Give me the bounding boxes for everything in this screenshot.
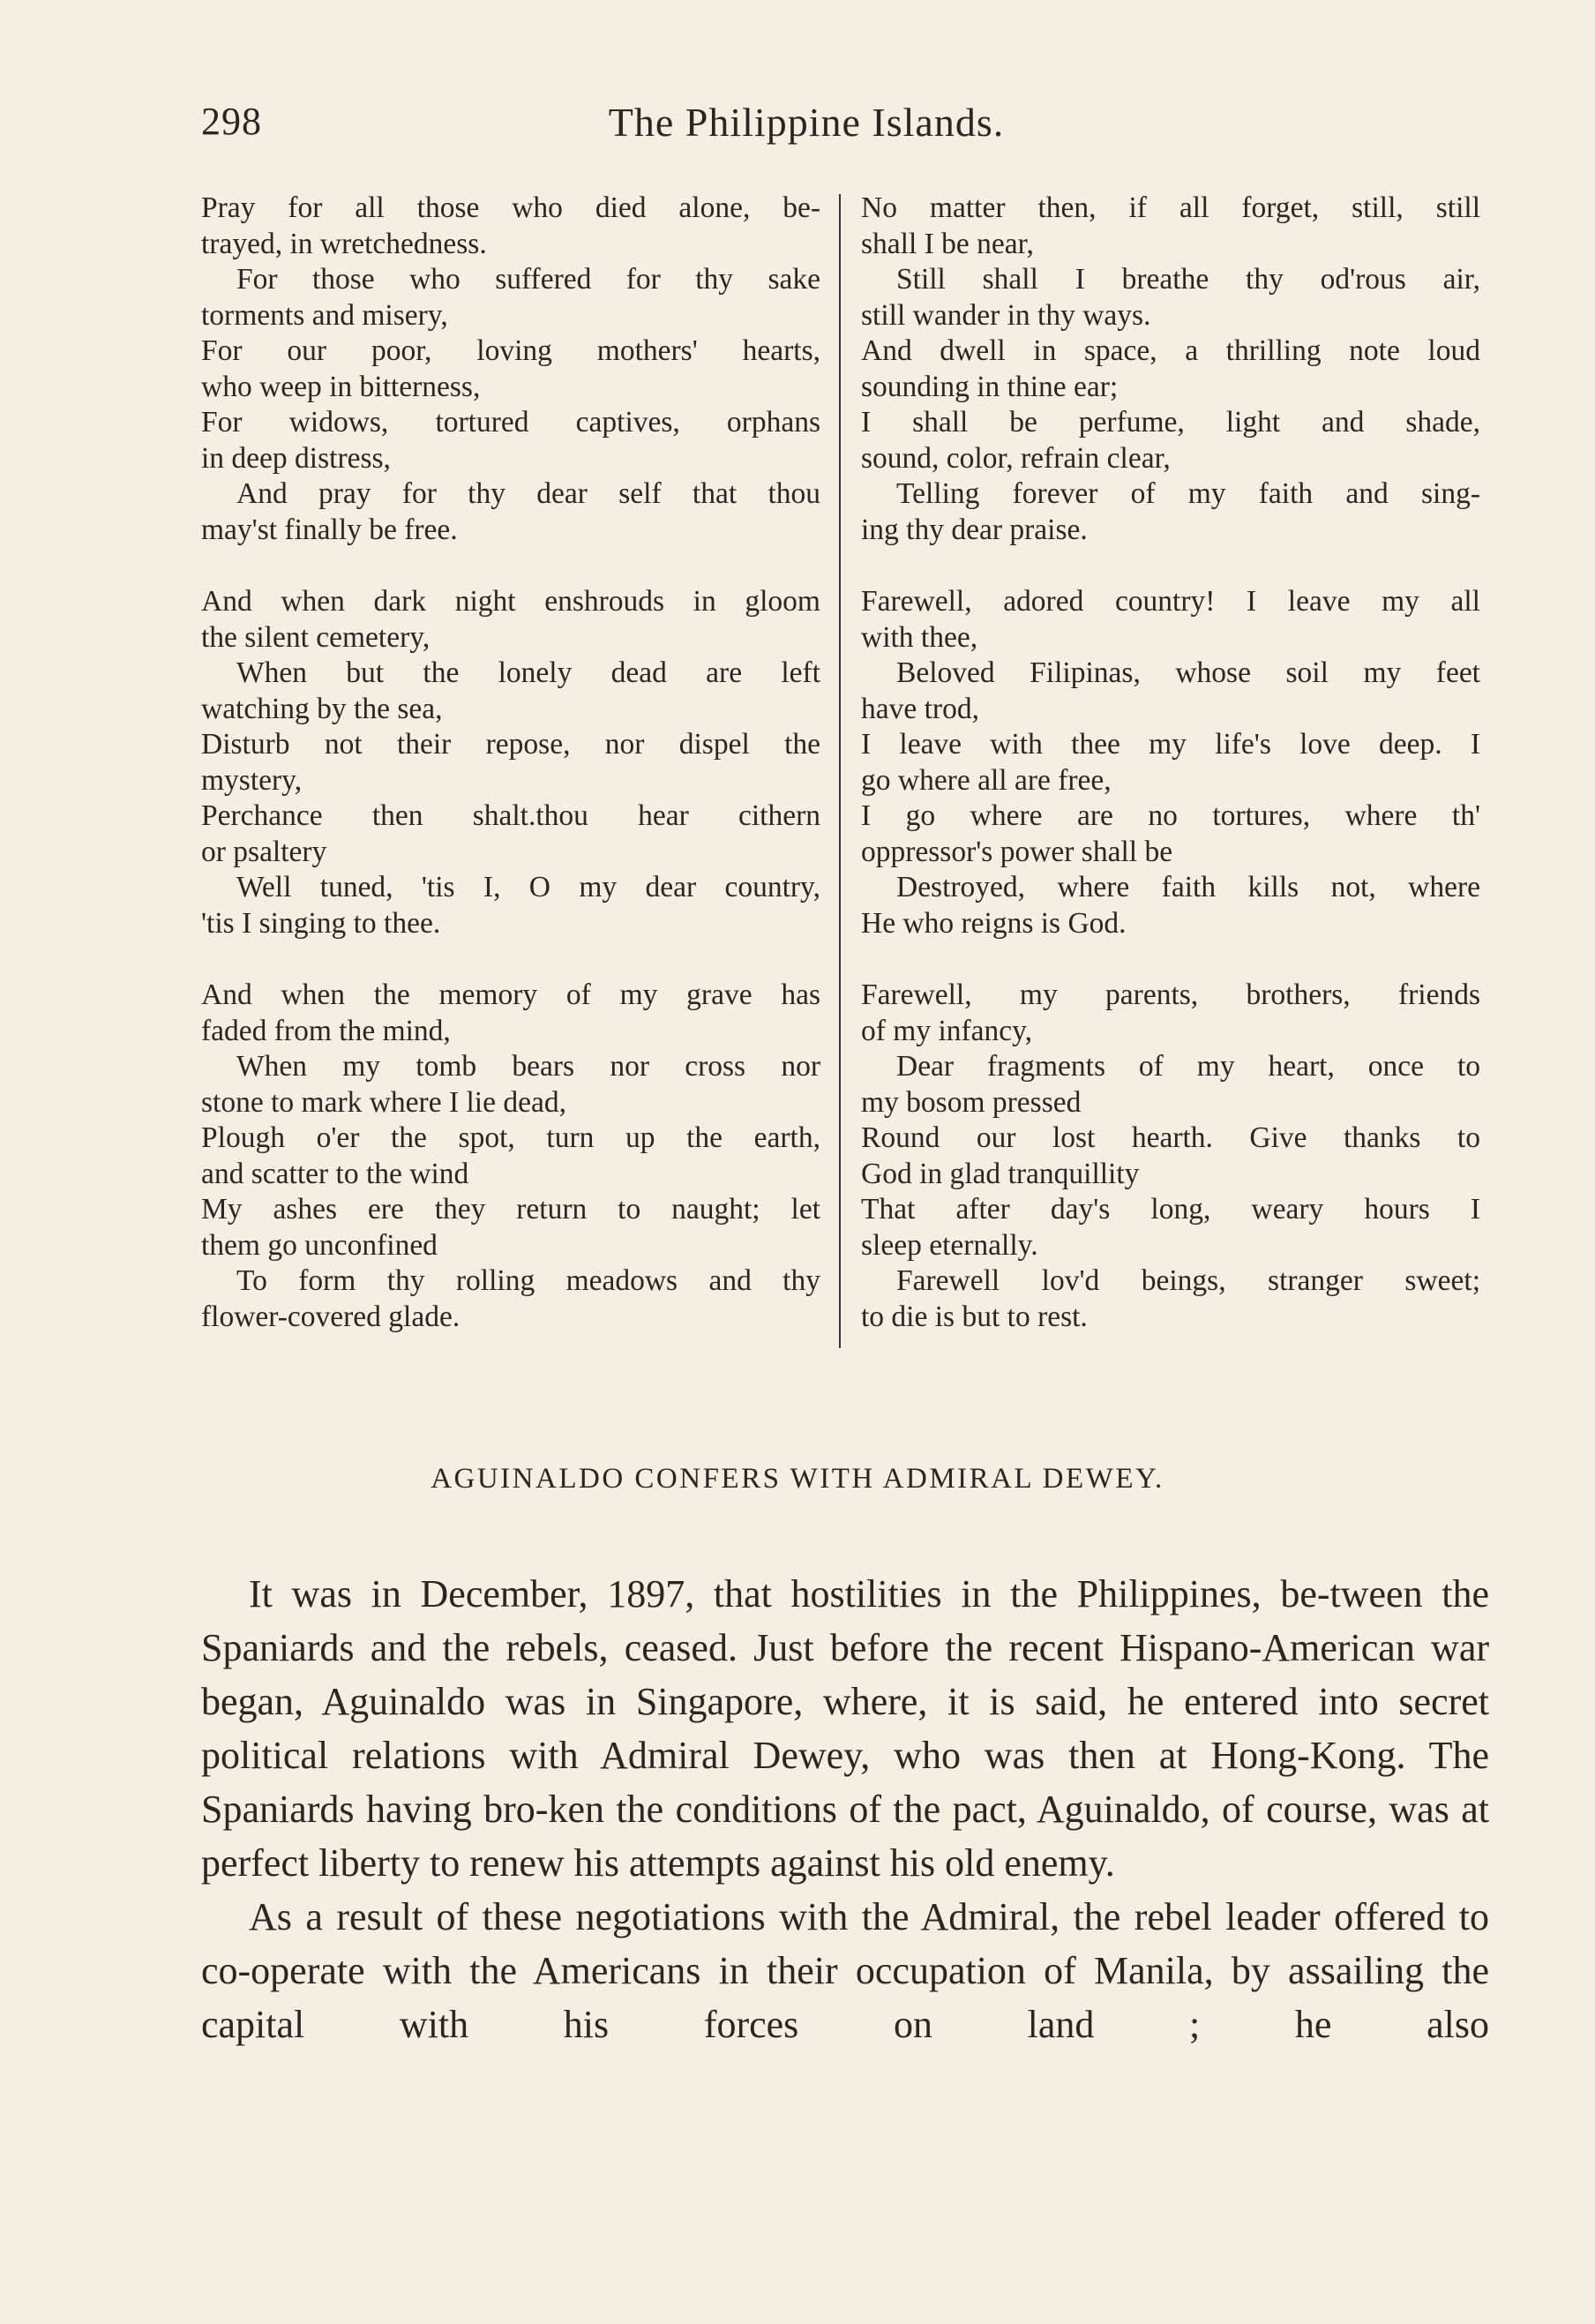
poem-stanza	[861, 584, 1480, 941]
poem-line: When my tomb bears nor cross nor	[236, 1050, 820, 1083]
poem-line: shall I be near,	[861, 227, 1034, 260]
poem-line: When but the lonely dead are left	[236, 656, 820, 689]
poem-line: For those who suffered for thy sake	[236, 263, 820, 296]
poem-line: 'tis I singing to thee.	[201, 906, 441, 940]
paragraph: As a result of these negotiations with the Admiral, the rebel leader offered to co-operate with the Americans in their occupation of Manila, by assailing the capital with his forces on land ; he also	[201, 1895, 1489, 2046]
poem-line: ing thy dear praise.	[861, 513, 1088, 546]
poem-line: the silent cemetery,	[201, 620, 431, 654]
poem-line: Disturb not their repose, nor dispel the	[201, 728, 820, 761]
poem-line: go where all are free,	[861, 763, 1112, 797]
poem-stanza	[201, 978, 820, 1335]
poem-line: stone to mark where I lie dead,	[201, 1085, 566, 1119]
poem-line: To form thy rolling meadows and thy	[236, 1264, 820, 1297]
poem-line: them go unconfined	[201, 1228, 438, 1262]
poem-line: and scatter to the wind	[201, 1157, 469, 1190]
poem-line: Farewell, adored country! I leave my all	[861, 585, 1480, 618]
poem-left-column	[201, 191, 820, 1371]
poem-line: And when dark night enshrouds in gloom	[201, 585, 820, 618]
poem-line: may'st finally be free.	[201, 513, 458, 546]
poem-line: or psaltery	[201, 835, 327, 868]
page-number: 298	[201, 100, 262, 143]
poem-line: sound, color, refrain clear,	[861, 441, 1171, 475]
poem-line: Still shall I breathe thy od'rous air,	[896, 263, 1480, 296]
poem-line: in deep distress,	[201, 441, 391, 475]
poem-line: Beloved Filipinas, whose soil my feet	[896, 656, 1480, 689]
poem-line: Farewell, my parents, brothers, friends	[861, 978, 1480, 1011]
poem	[201, 191, 1489, 1346]
prose-body	[201, 1567, 1489, 2051]
poem-line: Perchance then shalt.thou hear cithern	[201, 799, 820, 832]
running-head: The Philippine Islands.	[608, 100, 1005, 145]
poem-line: flower-covered glade.	[201, 1300, 461, 1333]
poem-right-column	[861, 191, 1480, 1371]
poem-line: oppressor's power shall be	[861, 835, 1173, 868]
poem-line: Farewell lov'd beings, stranger sweet;	[896, 1264, 1480, 1297]
poem-line: mystery,	[201, 763, 303, 797]
poem-stanza	[861, 191, 1480, 548]
poem-line: have trod,	[861, 692, 979, 725]
poem-line: Plough o'er the spot, turn up the earth,	[201, 1121, 820, 1154]
poem-line: And when the memory of my grave has	[201, 978, 820, 1011]
poem-line: And dwell in space, a thrilling note loud	[861, 334, 1480, 367]
poem-line: For widows, tortured captives, orphans	[201, 406, 820, 439]
poem-line: For our poor, loving mothers' hearts,	[201, 334, 820, 367]
poem-line: God in glad tranquillity	[861, 1157, 1140, 1190]
poem-line: That after day's long, weary hours I	[861, 1193, 1480, 1226]
poem-line: I leave with thee my life's love deep. I	[861, 728, 1480, 761]
poem-line: watching by the sea,	[201, 692, 443, 725]
column-divider	[839, 194, 841, 1348]
poem-line: He who reigns is God.	[861, 906, 1127, 940]
poem-line: torments and misery,	[201, 298, 448, 332]
poem-line: Round our lost hearth. Give thanks to	[861, 1121, 1480, 1154]
poem-line: my bosom pressed	[861, 1085, 1082, 1119]
paragraph: It was in December, 1897, that hostilities in the Philippines, be-tween the Spaniards and the rebels, ceased. Just before the recent Hispano-American war began, Aguinaldo was in Singapore, where, it is said, he entered into secret political relations with Admiral Dewey, who was then at Hong-Kong. The Spaniards having bro-ken the conditions of the pact, Aguinaldo, of course, was at perfect liberty to renew his attempts against his old enemy.	[201, 1572, 1489, 1885]
poem-line: Telling forever of my faith and sing-	[896, 477, 1480, 510]
poem-line: Destroyed, where faith kills not, where	[896, 871, 1480, 903]
poem-line: to die is but to rest.	[861, 1300, 1088, 1333]
poem-line: sounding in thine ear;	[861, 370, 1119, 403]
section-heading: AGUINALDO CONFERS WITH ADMIRAL DEWEY.	[431, 1463, 1164, 1495]
poem-line: of my infancy,	[861, 1014, 1033, 1047]
poem-line: trayed, in wretchedness.	[201, 227, 487, 260]
poem-stanza	[861, 978, 1480, 1335]
poem-stanza	[201, 191, 820, 548]
poem-line: My ashes ere they return to naught; let	[201, 1193, 820, 1226]
poem-line: No matter then, if all forget, still, still	[861, 191, 1480, 224]
poem-stanza	[201, 584, 820, 941]
poem-line: still wander in thy ways.	[861, 298, 1151, 332]
poem-line: I shall be perfume, light and shade,	[861, 406, 1480, 439]
poem-line: Dear fragments of my heart, once to	[896, 1050, 1480, 1083]
poem-line: sleep eternally.	[861, 1228, 1038, 1262]
poem-line: who weep in bitterness,	[201, 370, 481, 403]
poem-line: with thee,	[861, 620, 978, 654]
poem-line: And pray for thy dear self that thou	[236, 477, 820, 510]
poem-line: I go where are no tortures, where th'	[861, 799, 1480, 832]
poem-line: Well tuned, 'tis I, O my dear country,	[236, 871, 820, 903]
poem-line: Pray for all those who died alone, be-	[201, 191, 820, 224]
poem-line: faded from the mind,	[201, 1014, 451, 1047]
